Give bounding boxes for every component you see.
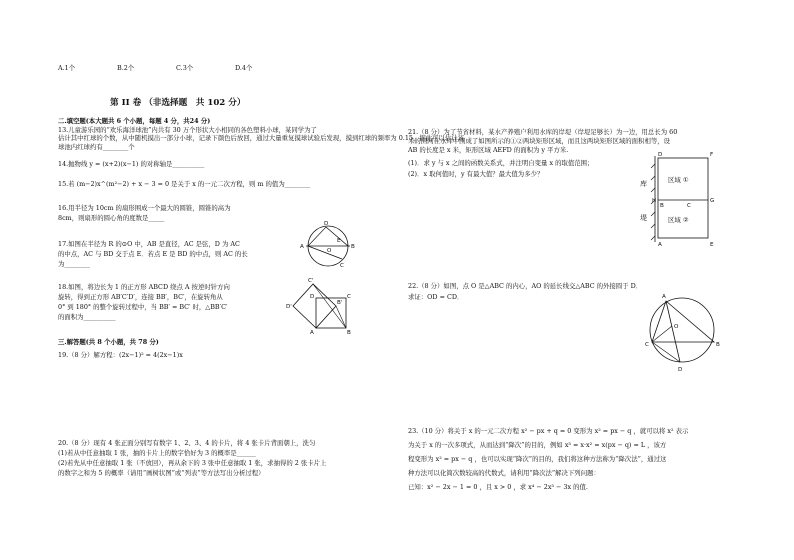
q13-line3: 球池内红球约有________个 [58, 143, 135, 151]
fig21-label-d: D [658, 152, 663, 158]
fig21-label-b: B [660, 203, 664, 209]
q17-line3: 为________ [58, 260, 90, 268]
fig17-label-c: C [340, 263, 344, 269]
q17-line1: 17.如图在半径为 R 的⊙O 中，AB 是直径，AC 是弦，D 为 AC [58, 240, 240, 248]
fig17-label-o: O [327, 248, 332, 254]
fig18-label-c: C [347, 294, 351, 300]
fig18-label-d: D [310, 294, 315, 300]
fig22-circumcircle [650, 298, 714, 362]
q23-line5: 已知：x² − 2x − 1 = 0 ，且 x > 0 ，求 x⁴ − 2x³ − 3x 的值. [408, 483, 588, 491]
q21-line1: 21.（8 分）为了节省材料，某水产养殖户利用水库的岸堤（岸堤足够长）为一边，用总长为 60 [408, 128, 678, 136]
q13-line1: 13.儿童游乐园的“欢乐海洋球池”内共有 30 万个形状大小相同的各色塑料小球，某同学为了 [58, 126, 317, 134]
figure-22 [640, 290, 730, 374]
fig21-region2: 区域 ② [668, 216, 689, 224]
answer-header: 三.解答题(共 8 个小题，共 78 分) [58, 338, 159, 346]
fig21-hatch-3 [651, 188, 655, 192]
fig17-label-e: E [337, 238, 341, 244]
fig18-label-c1: C' [308, 278, 314, 284]
fig21-hatch-7 [651, 236, 655, 240]
q21-line4: (1)．求 y 与 x 之间的函数关系式，并注明自变量 x 的取值范围； [408, 159, 594, 167]
fig17-chord-ac [308, 246, 342, 259]
option-b: B.2个 [117, 64, 135, 72]
fig21-label-h: H [652, 198, 657, 204]
fig21-label-g: G [710, 198, 715, 204]
fig21-label-a: A [658, 242, 662, 248]
fig22-label-a: A [662, 294, 666, 300]
fig21-hatch-1 [651, 164, 655, 168]
fill-in-header: 二.填空题(本大题共 6 个小题，每题 4 分，共24 分) [58, 117, 211, 125]
q14: 14.抛物线 y = (x+2)(x−1) 的对称轴是__________ [58, 160, 205, 168]
fig18-label-b1: B' [337, 300, 343, 306]
q20-line4: 的数字之和为 5 的概率（请用“画树状图”或“列表”等方法写出分析过程） [58, 469, 265, 477]
fig21-hatch-5 [651, 212, 655, 216]
fig17-label-a: A [300, 244, 304, 250]
fig18-label-d1: D' [286, 304, 292, 310]
fig21-hatch-2 [651, 176, 655, 180]
q23-line3: 程变形为 x² = px − q ，也可以实现“降次”的目的，我们将这种方法称为“降次法”，通过这 [408, 455, 667, 463]
q19: 19.（8 分）解方程：(2x−1)² = 4(2x−1)x [58, 351, 183, 359]
fig18-label-a: A [310, 330, 314, 336]
q18-line1: 18.如图，将边长为 1 的正方形 ABCD 绕点 A 按逆时针方向 [58, 283, 230, 291]
q13-line2: 估计其中红球的个数，从中随机摸出一部分小球，记录下颜色后放回，通过大量重复摸球试验后发现，摸到红球的频率为 0.15，据此可以估计该 [58, 134, 465, 142]
q21-line2: 米的围网在水库中围成了如图所示的①②两块矩形区域，而且这两块矩形区域的面积相等，设 [408, 137, 671, 145]
figure-18 [288, 278, 358, 340]
fig17-label-d: D [324, 221, 329, 227]
figure-21 [622, 152, 722, 248]
option-d: D.4个 [235, 64, 253, 72]
fig21-region1: 区域 ① [668, 176, 689, 184]
q18-line4: 的面积为__________ [58, 313, 116, 321]
q21-line3: AB 的长度是 x 米，矩形区域 AEFD 的面积为 y 平方米. [408, 146, 569, 154]
fig21-label-bank2: 堤 [640, 214, 647, 222]
fig17-label-b: B [351, 244, 355, 250]
q21-line5: (2)．x 取何值时，y 有最大值？最大值为多少？ [408, 170, 544, 178]
fig21-label-bank1: 库 [640, 180, 647, 188]
fig21-label-e: E [710, 242, 714, 248]
fig21-label-f: F [710, 152, 714, 158]
fig21-rect-outer [658, 158, 708, 238]
q18-line2: 旋转，得到正方形 AB′C′D′，连接 BB′，BC′，在旋转角从 [58, 293, 223, 301]
q22-line2: 求证：OD = CD． [408, 293, 464, 301]
q16-line2: 8cm，则扇形的圆心角的度数是_____ [58, 214, 165, 222]
q18-line3: 0° 到 180° 的整个旋转过程中，当 BB′ = BC′ 时，△BB′C′ [58, 303, 228, 311]
fig22-label-c: C [645, 342, 649, 348]
q20-line3: (2)若先从中任意抽取 1 张（不放回），再从余下的 3 张中任意抽取 1 张，求抽得的 2 张卡片上 [58, 459, 327, 467]
fig22-seg-ad [666, 301, 680, 362]
q15: 15.若 (m−2)x^(m²−2) + x − 3 = 0 是关于 x 的一元二次方程，则 m 的值为________ [58, 180, 311, 188]
option-a: A.1个 [58, 64, 76, 72]
fig21-label-c: C [687, 203, 691, 209]
q16-line1: 16.用半径为 10cm 的扇形围成一个最大的圆锥，圆锥的高为 [58, 204, 231, 212]
fig21-hatch-6 [651, 224, 655, 228]
q22-line1: 22.（8 分）如图，点 O 是△ABC 的内心，AO 的延长线交△ABC 的外接圆于 D． [408, 282, 643, 290]
figure-17 [296, 220, 360, 276]
q23-line1: 23.（10 分）将关于 x 的一元二次方程 x² − px + q = 0 变形为 x² = px − q ，就可以将 x² 表示 [408, 427, 689, 435]
section-title: 第 II 卷 （非选择题 共 102 分） [110, 98, 246, 108]
q20-line1: 20.（8 分）现有 4 张正面分别写有数字 1、2、3、4 的卡片，将 4 张卡片背面朝上，洗匀 [58, 439, 316, 447]
option-c: C.3个 [176, 64, 194, 72]
q20-line2: (1)若从中任意抽取 1 张，抽的卡片上的数字恰好为 3 的概率是______ [58, 449, 256, 457]
q17-line2: 的中点，AC 与 BD 交于点 E．若点 E 是 BD 的中点，则 AC 的长 [58, 250, 248, 258]
q23-line4: 种方法可以化简次数较高的代数式，请利用“降次法”解决下列问题： [408, 469, 600, 477]
fig18-seg-bc1 [313, 284, 346, 328]
fig22-label-b: B [716, 342, 720, 348]
q23-line2: 为关于 x 的一次多项式，从而达到“降次”的目的，例如 x³ = x·x² = x(px − q) = L ，该方 [408, 441, 667, 449]
fig22-label-o: O [674, 324, 679, 330]
fig18-label-b: B [347, 330, 351, 336]
fig22-label-d: D [678, 367, 683, 373]
